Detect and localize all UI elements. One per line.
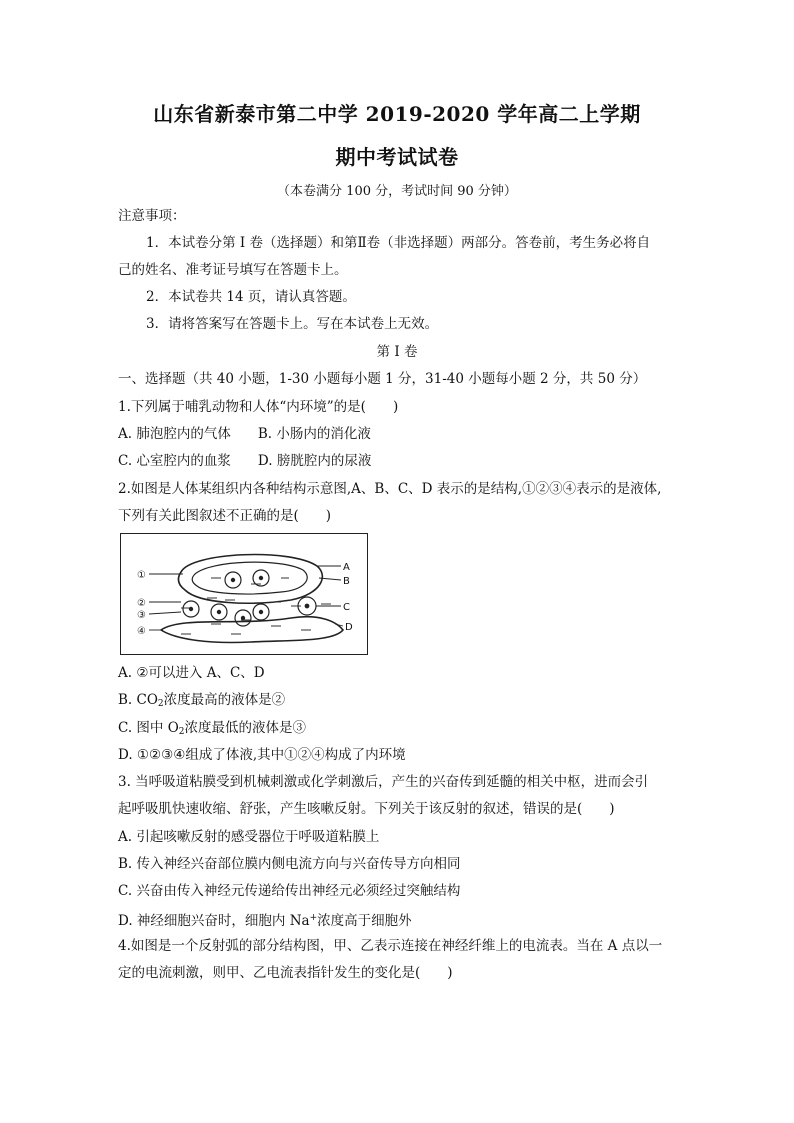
q2-option-d: D. ①②③④组成了体液,其中①②④构成了内环境	[118, 747, 406, 763]
q4-stem-line1: 4.如图是一个反射弧的部分结构图，甲、乙表示连接在神经纤维上的电流表。当在 A 点以一	[118, 938, 663, 954]
q3-option-d-post: 浓度高于细胞外	[317, 913, 412, 929]
label-fluid-4: ④	[137, 626, 146, 637]
notes-item-1-line-1: 1．本试卷分第 I 卷（选择题）和第Ⅱ卷（非选择题）两部分。答卷前，考生务必将自	[146, 235, 651, 251]
label-fluid-3: ③	[137, 610, 146, 621]
q1-options-row2: C. 心室腔内的血浆 D. 膀胱腔内的尿液	[118, 453, 372, 469]
exam-subtitle: （本卷满分 100 分，考试时间 90 分钟）	[277, 184, 517, 199]
label-structure-b: B	[343, 576, 350, 587]
q3-option-d	[118, 909, 412, 930]
exam-title-line2: 期中考试试卷	[335, 145, 459, 169]
q3-option-d-pre: D. 神经细胞兴奋时，细胞内 Na	[118, 913, 310, 929]
q3-stem-line2: 起呼吸肌快速收缩、舒张，产生咳嗽反射。下列关于该反射的叙述，错误的是( )	[118, 801, 615, 817]
q2-option-c-pre: C. 图中 O	[118, 720, 179, 736]
q2-option-c-post: 浓度最低的液体是③	[184, 720, 307, 736]
na-superscript: +	[309, 913, 318, 923]
notes-heading: 注意事项：	[118, 208, 186, 224]
label-fluid-1: ①	[137, 570, 146, 581]
q2-option-b-post: 浓度最高的液体是②	[163, 692, 286, 708]
notes-item-3: 3．请将答案写在答题卡上。写在本试卷上无效。	[146, 316, 439, 332]
volume-label: 第 I 卷	[376, 344, 418, 360]
q3-option-b: B. 传入神经兴奋部位膜内侧电流方向与兴奋传导方向相同	[118, 856, 461, 872]
q3-option-a: A. 引起咳嗽反射的感受器位于呼吸道粘膜上	[118, 829, 380, 845]
blood-cells	[225, 570, 269, 588]
label-structure-d: D	[345, 622, 353, 633]
o2-subscript: 2	[178, 727, 185, 737]
q3-stem-line1: 3. 当呼吸道粘膜受到机械刺激或化学刺激后，产生的兴奋传到延髓的相关中枢，进而会引	[118, 774, 649, 790]
label-structure-c: C	[343, 602, 350, 613]
q4-stem-line2: 定的电流刺激，则甲、乙电流表指针发生的变化是( )	[118, 965, 453, 981]
q1-stem: 1.下列属于哺乳动物和人体“内环境”的是( )	[118, 399, 399, 415]
q2-option-c	[118, 719, 306, 741]
tissue-structure-figure	[120, 533, 368, 655]
co2-subscript: 2	[157, 699, 164, 709]
label-structure-a: A	[343, 562, 350, 573]
q2-option-a: A. ②可以进入 A、C、D	[118, 665, 265, 681]
q1-options-row1: A. 肺泡腔内的气体 B. 小肠内的消化液	[118, 426, 371, 442]
notes-item-1-line-2: 己的姓名、准考证号填写在答题卡上。	[118, 262, 348, 278]
tissue-structure-diagram	[121, 534, 367, 654]
q2-option-b-pre: B. CO	[118, 692, 158, 708]
lymph-vessel	[161, 617, 343, 643]
part-heading: 一、选择题（共 40 小题，1-30 小题每小题 1 分，31-40 小题每小题 2 分，共 50 分）	[118, 371, 647, 387]
label-fluid-2: ②	[137, 598, 146, 609]
q2-stem-line1: 2.如图是人体某组织内各种结构示意图,A、B、C、D 表示的是结构,①②③④表示的是液体,	[118, 481, 662, 497]
q3-option-c: C. 兴奋由传入神经元传递给传出神经元必须经过突触结构	[118, 883, 461, 899]
q2-stem-line2: 下列有关此图叙述不正确的是( )	[118, 508, 332, 524]
notes-item-2: 2．本试卷共 14 页，请认真答题。	[146, 289, 356, 305]
exam-title-line1: 山东省新泰市第二中学 2019-2020 学年高二上学期	[153, 102, 641, 126]
capillary-lumen	[192, 562, 307, 594]
q2-option-b	[118, 691, 285, 713]
